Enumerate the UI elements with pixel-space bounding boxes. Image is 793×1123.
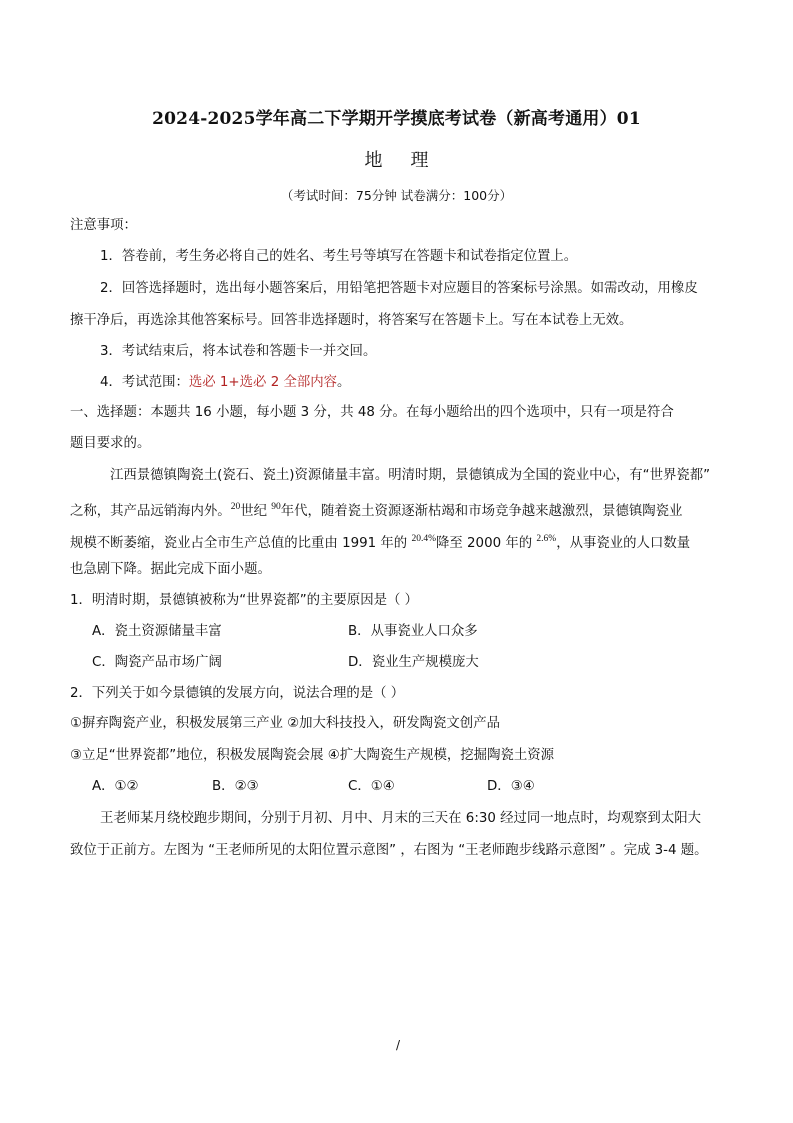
question-2-option-b: B．②③ (212, 779, 259, 794)
superscript-20: 20 (230, 502, 241, 512)
passage1-text: 规模不断萎缩，瓷业占全市生产总值的比重由 1991 年的 (70, 536, 412, 551)
question-1-option-b: B．从事瓷业人口众多 (348, 624, 478, 639)
passage2-line-1: 王老师某月绕校跑步期间，分别于月初、月中、月末的三天在 6:30 经过同一地点时，均观察到太阳大 (100, 811, 701, 826)
exam-scope: 选必 1+选必 2 全部内容 (188, 375, 338, 390)
subject-title (0, 146, 793, 172)
question-1-option-d: D．瓷业生产规模庞大 (348, 655, 479, 670)
superscript-2-6-percent: 2.6% (536, 534, 557, 544)
page-footer-mark: / (396, 1038, 401, 1052)
question-2-option-a: A．①② (92, 779, 139, 794)
passage1-line-4: 也急剧下降。据此完成下面小题。 (70, 562, 271, 577)
question-1-option-c: C．陶瓷产品市场广阔 (92, 655, 222, 670)
section-heading-line-2: 题目要求的。 (70, 436, 151, 451)
subject-char-2: 理 (410, 150, 429, 171)
passage1-text: 年代，随着瓷土资源逐渐枯竭和市场竞争越来越激烈，景德镇陶瓷业 (280, 504, 683, 519)
superscript-90: 90 (271, 502, 281, 512)
notice-item-4-prefix: 4．考试范围： (100, 375, 189, 390)
subject-char-1: 地 (364, 150, 383, 171)
passage1-text: 之称，其产品远销海内外。 (70, 504, 231, 519)
question-1-option-a: A．瓷土资源储量丰富 (92, 624, 222, 639)
notice-item-4-suffix: 。 (337, 375, 351, 390)
notice-item-2-line-2: 擦干净后，再选涂其他答案标号。回答非选择题时，将答案写在答题卡上。写在本试卷上无效。 (70, 313, 633, 328)
passage1-text: ，从事瓷业的人口数量 (556, 536, 691, 551)
exam-title: 2024-2025学年高二下学期开学摸底考试卷（新高考通用）01 (152, 109, 641, 129)
passage1-text: 世纪 (240, 504, 272, 519)
question-2-option-c: C．①④ (348, 779, 395, 794)
passage1-line-3 (70, 529, 690, 554)
notice-item-3: 3．考试结束后，将本试卷和答题卡一并交回。 (100, 344, 377, 359)
notice-item-1: 1．答卷前，考生务必将自己的姓名、考生号等填写在答题卡和试卷指定位置上。 (100, 249, 578, 264)
passage1-line-1: 江西景德镇陶瓷土(瓷石、瓷土)资源储量丰富。明清时期，景德镇成为全国的瓷业中心，有“世界瓷都” (110, 468, 711, 483)
passage2-line-2: 致位于正前方。左图为 “王老师所见的太阳位置示意图” ，右图为 “王老师跑步线路示意图” 。完成 3-4 题。 (70, 843, 708, 858)
question-2-option-d: D．③④ (487, 779, 535, 794)
question-2-stem: 2．下列关于如今景德镇的发展方向，说法合理的是（ ） (70, 686, 405, 701)
question-2-statements-1: ①摒弃陶瓷产业，积极发展第三产业 ②加大科技投入，研发陶瓷文创产品 (70, 716, 500, 731)
notice-heading: 注意事项： (70, 218, 137, 233)
notice-item-2-line-1: 2．回答选择题时，选出每小题答案后，用铅笔把答题卡对应题目的答案标号涂黑。如需改动，用橡皮 (100, 281, 698, 296)
superscript-20-4-percent: 20.4% (411, 534, 436, 544)
notice-item-4 (100, 373, 350, 393)
passage1-line-2 (70, 497, 682, 522)
exam-info: （考试时间：75分钟 试卷满分：100分） (280, 188, 513, 203)
section-heading-line-1: 一、选择题：本题共 16 小题，每小题 3 分，共 48 分。在每小题给出的四个选项中，只有一项是符合 (70, 405, 674, 420)
question-2-statements-2: ③立足“世界瓷都”地位，积极发展陶瓷会展 ④扩大陶瓷生产规模，挖掘陶瓷土资源 (70, 748, 555, 763)
passage1-text: 降至 2000 年的 (436, 536, 537, 551)
question-1-stem: 1．明清时期，景德镇被称为“世界瓷都”的主要原因是（ ） (70, 593, 419, 608)
